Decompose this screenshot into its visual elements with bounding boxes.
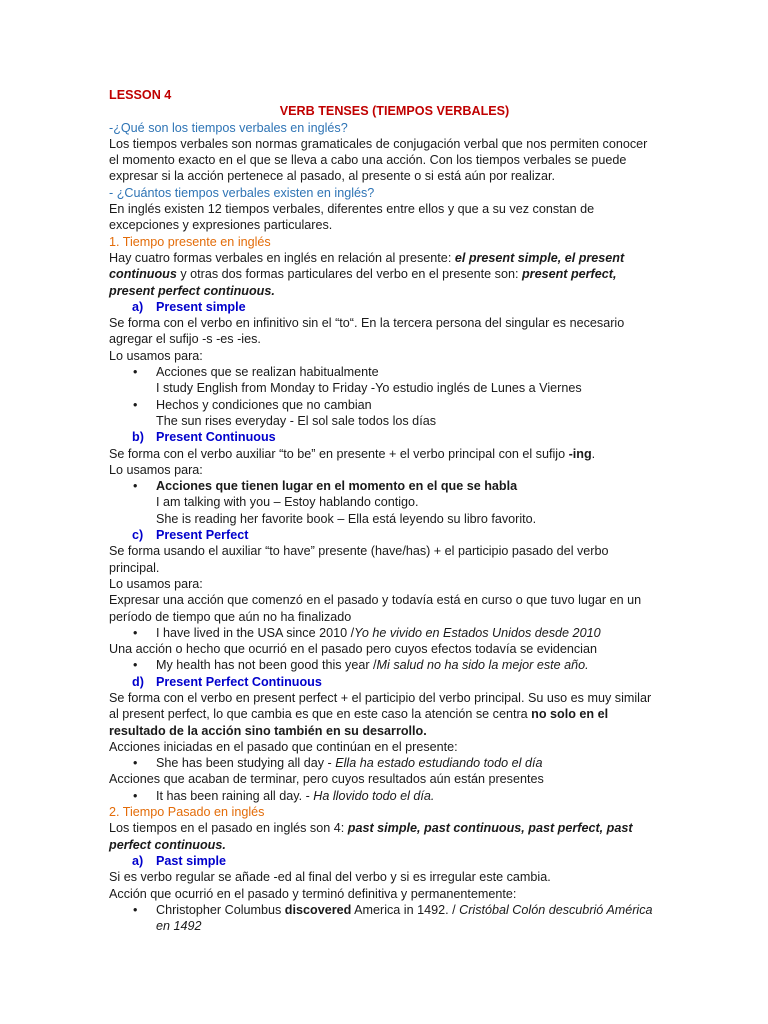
paragraph-present-perfect-form: Se forma usando el auxiliar “to have” presente (have/has) + el participio pasado del verbo principal. [109, 544, 609, 575]
subheading-present-continuous: b) Present Continuous [132, 430, 276, 445]
bullet-list [109, 364, 658, 380]
bullet-list [109, 902, 658, 935]
page-title: VERB TENSES (TIEMPOS VERBALES) [279, 104, 510, 119]
paragraph-present-continuous-form: Se forma con el verbo auxiliar “to be” en presente + el verbo principal con el sufijo -ing. [109, 446, 596, 461]
bullet-list [109, 625, 658, 641]
section-heading-present: 1. Tiempo presente en inglés [109, 234, 271, 249]
paragraph-past-intro: Los tiempos en el pasado en inglés son 4: past simple, past continuous, past perfect, past perfect continuous. [109, 821, 633, 852]
paragraph-ppc-use-2: Acciones que acaban de terminar, pero cuyos resultados aún están presentes [109, 772, 544, 787]
paragraph-definition: Los tiempos verbales son normas gramaticales de conjugación verbal que nos permiten conocer el momento exacto en el que se lleva a cabo una acción. Con los tiempos verbales se puede expresar si la acción pertenece al pasado, al presente o si está aún por realizar. [109, 136, 648, 184]
list-item: • Acciones que tienen lugar en el momento en el que se habla [109, 478, 658, 494]
bullet-list [109, 755, 658, 771]
question-how-many-tenses: - ¿Cuántos tiempos verbales existen en inglés? [109, 185, 375, 200]
bullet-list [109, 478, 658, 494]
paragraph-count: En inglés existen 12 tiempos verbales, diferentes entre ellos y que a su vez constan de excepciones y expresiones particulares. [109, 202, 595, 233]
paragraph-present-simple-form: Se forma con el verbo en infinitivo sin el “to“. En la tercera persona del singular es necesario agregar el sufijo -s -es -ies. [109, 316, 625, 347]
uses-label: Lo usamos para: [109, 348, 203, 363]
subheading-present-simple: a) Present simple [132, 299, 246, 314]
example-line: I study English from Monday to Friday -Yo estudio inglés de Lunes a Viernes [156, 381, 582, 396]
paragraph-present-intro: Hay cuatro formas verbales en inglés en relación al presente: el present simple, el present continuous y otras dos formas particulares del verbo en el presente son: present perfect, present perfect continuous. [109, 250, 625, 298]
bullet-list [109, 397, 658, 413]
subheading-present-perfect-continuous: d) Present Perfect Continuous [132, 674, 322, 689]
paragraph-present-perfect-use-2: Una acción o hecho que ocurrió en el pasado pero cuyos efectos todavía se evidencian [109, 642, 597, 657]
list-item: • Hechos y condiciones que no cambian [109, 397, 658, 413]
list-item: • My health has not been good this year /Mi salud no ha sido la mejor este año. [109, 657, 658, 673]
uses-label: Lo usamos para: [109, 462, 203, 477]
paragraph-ppc-use-1: Acciones iniciadas en el pasado que continúan en el presente: [109, 739, 458, 754]
paragraph-present-perfect-use: Expresar una acción que comenzó en el pasado y todavía está en curso o que tuvo lugar en un período de tiempo que aún no ha finalizado [109, 593, 642, 624]
example-line: She is reading her favorite book – Ella está leyendo su libro favorito. [156, 511, 537, 526]
list-item: • She has been studying all day - Ella ha estado estudiando todo el día [109, 755, 658, 771]
example-line: I am talking with you – Estoy hablando contigo. [156, 495, 419, 510]
list-item: • It has been raining all day. - Ha llovido todo el día. [109, 788, 658, 804]
list-item: • Christopher Columbus discovered America in 1492. / Cristóbal Colón descubrió América en 1492 [109, 902, 658, 935]
subheading-present-perfect: c) Present Perfect [132, 528, 249, 543]
uses-label: Lo usamos para: [109, 576, 203, 591]
bullet-list [109, 657, 658, 673]
section-heading-past: 2. Tiempo Pasado en inglés [109, 805, 265, 820]
list-item: • Acciones que se realizan habitualmente [109, 364, 658, 380]
list-item: • I have lived in the USA since 2010 /Yo he vivido en Estados Unidos desde 2010 [109, 625, 658, 641]
subheading-past-simple: a) Past simple [132, 853, 226, 868]
paragraph-past-simple-form: Si es verbo regular se añade -ed al final del verbo y si es irregular este cambia. [109, 870, 551, 885]
question-what-are-tenses: -¿Qué son los tiempos verbales en inglés? [109, 120, 348, 135]
paragraph-past-simple-use: Acción que ocurrió en el pasado y terminó definitiva y permanentemente: [109, 886, 517, 901]
paragraph-present-perfect-continuous-form: Se forma con el verbo en present perfect + el participio del verbo principal. Su uso es muy similar al present perfect, lo que cambia es que en este caso la atención se centra no solo en el resultado de la acción sino también en su desarrollo. [109, 690, 652, 738]
bullet-list [109, 788, 658, 804]
lesson-label: LESSON 4 [109, 88, 172, 102]
example-line: The sun rises everyday - El sol sale todos los días [156, 413, 436, 428]
